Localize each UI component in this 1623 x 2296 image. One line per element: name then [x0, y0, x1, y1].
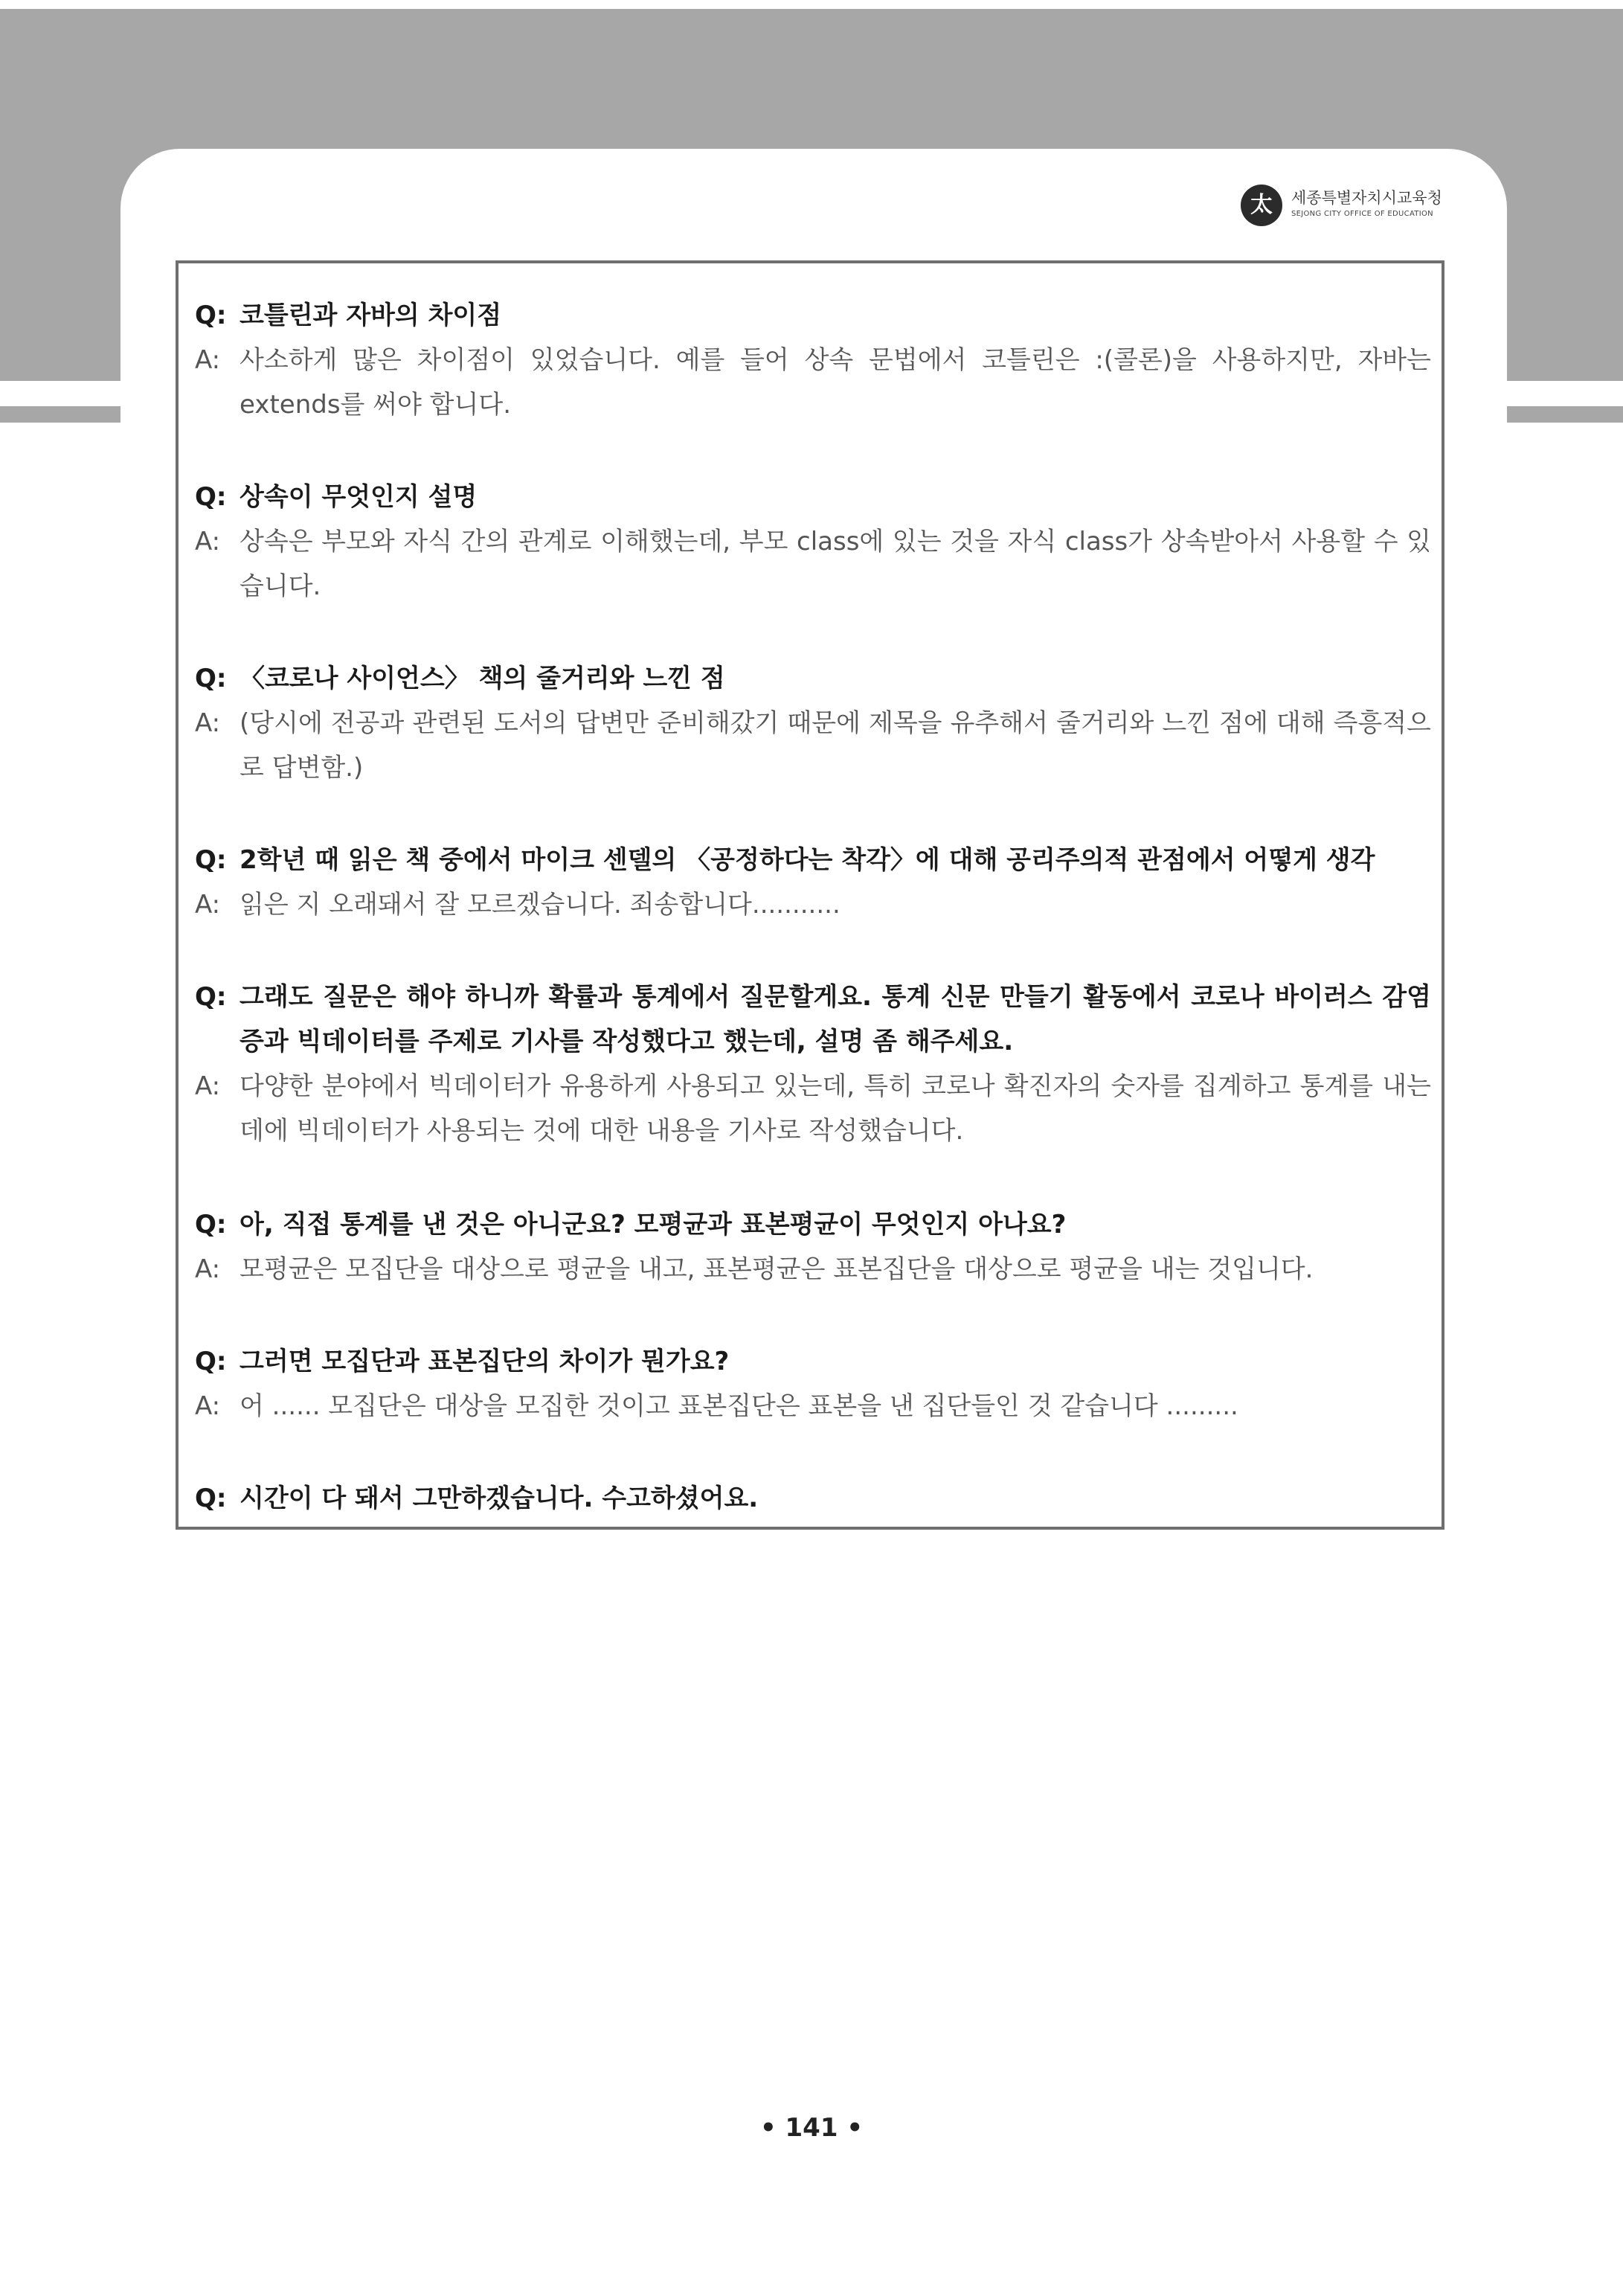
question-marker: Q: — [195, 1347, 227, 1376]
answer-marker: A: — [195, 708, 221, 738]
question — [195, 975, 1431, 1064]
left-margin-bar — [0, 406, 120, 423]
question — [195, 838, 1431, 882]
qa-item-6 — [195, 1202, 1431, 1292]
answer-marker: A: — [195, 1391, 221, 1421]
answer-text: 다양한 분야에서 빅데이터가 유용하게 사용되고 있는데, 특히 코로나 확진자의 숫자를 집계하고 통계를 내는 데에 빅데이터가 사용되는 것에 대한 내용을 기사로 작성했습니다. — [240, 1071, 1431, 1146]
question — [195, 293, 1431, 338]
question-marker: Q: — [195, 982, 227, 1012]
question-text: 코틀린과 자바의 차이점 — [240, 301, 502, 330]
right-margin-bar — [1507, 406, 1623, 423]
qa-item-2 — [195, 475, 1431, 609]
question-marker: Q: — [195, 664, 227, 693]
qa-item-1 — [195, 293, 1431, 427]
question — [195, 1476, 1431, 1521]
answer — [195, 1247, 1431, 1292]
org-logo — [1241, 182, 1456, 228]
interview-box — [176, 260, 1444, 1530]
question-text: 시간이 다 돼서 그만하겠습니다. 수고하셨어요. — [240, 1484, 759, 1513]
answer-text: 상속은 부모와 자식 간의 관계로 이해했는데, 부모 class에 있는 것을 자식 class가 상속받아서 사용할 수 있습니다. — [240, 527, 1431, 601]
qa-item-8 — [195, 1476, 1431, 1521]
question-marker: Q: — [195, 845, 227, 875]
question-marker: Q: — [195, 482, 227, 512]
question — [195, 656, 1431, 701]
qa-item-4 — [195, 838, 1431, 927]
answer-marker: A: — [195, 1071, 221, 1101]
answer — [195, 338, 1431, 427]
qa-item-3 — [195, 656, 1431, 790]
answer-marker: A: — [195, 527, 221, 557]
answer — [195, 1384, 1431, 1428]
question — [195, 475, 1431, 519]
answer-marker: A: — [195, 1254, 221, 1284]
question-marker: Q: — [195, 1210, 227, 1240]
qa-item-5 — [195, 975, 1431, 1153]
question — [195, 1202, 1431, 1247]
answer-text: (당시에 전공과 관련된 도서의 답변만 준비해갔기 때문에 제목을 유추해서 줄거리와 느낀 점에 대해 즉흥적으로 답변함.) — [240, 708, 1431, 783]
question-text: 〈코로나 사이언스〉 책의 줄거리와 느낀 점 — [240, 664, 725, 693]
answer-marker: A: — [195, 890, 221, 920]
question-marker: Q: — [195, 1484, 227, 1513]
org-name: 세종특별자치시교육청 — [1291, 189, 1442, 207]
page-number: • 141 • — [759, 2113, 864, 2143]
answer-text: 사소하게 많은 차이점이 있었습니다. 예를 들어 상속 문법에서 코틀린은 :(콜론)을 사용하지만, 자바는 extends를 써야 합니다. — [240, 345, 1431, 420]
answer — [195, 1064, 1431, 1153]
question-text: 상속이 무엇인지 설명 — [240, 482, 478, 512]
answer-marker: A: — [195, 345, 221, 375]
qa-item-7 — [195, 1339, 1431, 1428]
answer — [195, 519, 1431, 609]
logo-emblem-icon: 太 — [1241, 185, 1282, 226]
answer-text: 모평균은 모집단을 대상으로 평균을 내고, 표본평균은 표본집단을 대상으로 평균을 내는 것입니다. — [240, 1254, 1314, 1284]
question-text: 2학년 때 읽은 책 중에서 마이크 센델의 〈공정하다는 착각〉에 대해 공리주의적 관점에서 어떻게 생각 — [240, 845, 1375, 875]
answer-text: 어 ...... 모집단은 대상을 모집한 것이고 표본집단은 표본을 낸 집단들인 것 같습니다 ......... — [240, 1391, 1238, 1421]
question-text: 아, 직접 통계를 낸 것은 아니군요? 모평균과 표본평균이 무엇인지 아나요? — [240, 1210, 1067, 1240]
question-text: 그래도 질문은 해야 하니까 확률과 통계에서 질문할게요. 통계 신문 만들기 활동에서 코로나 바이러스 감염증과 빅데이터를 주제로 기사를 작성했다고 했는데, 설명 좀 해주세요. — [240, 982, 1431, 1056]
answer — [195, 882, 1431, 927]
org-name-en: SEJONG CITY OFFICE OF EDUCATION — [1291, 210, 1433, 218]
question — [195, 1339, 1431, 1384]
answer — [195, 701, 1431, 790]
question-marker: Q: — [195, 301, 227, 330]
question-text: 그러면 모집단과 표본집단의 차이가 뭔가요? — [240, 1347, 730, 1376]
answer-text: 읽은 지 오래돼서 잘 모르겠습니다. 죄송합니다........... — [240, 890, 841, 920]
